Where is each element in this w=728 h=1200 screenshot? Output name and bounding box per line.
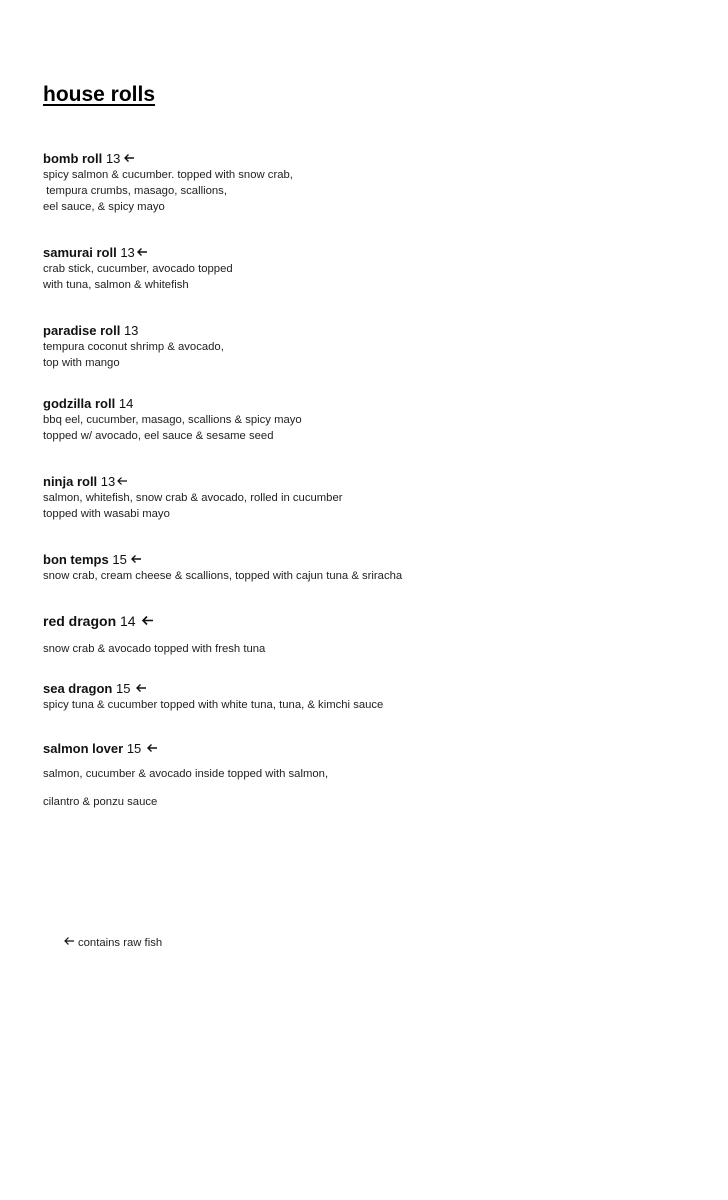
item-heading [43, 323, 683, 339]
item-heading [43, 741, 683, 757]
left-arrow-icon [141, 615, 154, 626]
item-description-line: snow crab, cream cheese & scallions, topped with cajun tuna & sriracha [43, 570, 403, 582]
item-description-line: topped w/ avocado, eel sauce & sesame seed [43, 430, 274, 442]
menu-item-ninja-roll [43, 474, 683, 522]
item-description-line: snow crab & avocado topped with fresh tuna [43, 643, 266, 655]
menu-item-bomb-roll [43, 151, 683, 215]
item-description-line: salmon, whitefish, snow crab & avocado, rolled in cucumber [43, 492, 343, 504]
left-arrow-icon [123, 153, 135, 163]
item-name: salmon lover [43, 741, 124, 756]
item-heading [43, 681, 683, 697]
item-description-line: top with mango [43, 357, 120, 369]
item-name: paradise roll [43, 323, 121, 338]
item-name: ninja roll [43, 474, 98, 489]
left-arrow-icon [63, 936, 75, 946]
item-name: sea dragon [43, 681, 113, 696]
item-description-line: topped with wasabi mayo [43, 508, 170, 520]
menu-title: house rolls [43, 83, 156, 106]
item-heading [43, 396, 683, 412]
menu-item-sea-dragon [43, 681, 683, 713]
left-arrow-icon [136, 247, 148, 257]
item-name: samurai roll [43, 245, 117, 260]
item-heading [43, 613, 683, 629]
item-description-line: tempura crumbs, masago, scallions, [43, 185, 227, 197]
item-price: 13 [120, 245, 135, 260]
raw-fish-legend [63, 936, 162, 949]
item-price: 13 [123, 323, 139, 338]
item-description-line: cilantro & ponzu sauce [43, 796, 158, 808]
menu-item-samurai-roll [43, 245, 683, 293]
item-description-line: eel sauce, & spicy mayo [43, 201, 165, 213]
item-price: 13 [100, 474, 116, 489]
item-description-line: spicy tuna & cucumber topped with white tuna, tuna, & kimchi sauce [43, 699, 384, 711]
menu-item-godzilla-roll [43, 396, 683, 444]
item-description-line: with tuna, salmon & whitefish [43, 279, 189, 291]
item-name: bon temps [43, 552, 109, 567]
item-description-line: salmon, cucumber & avocado inside topped with salmon, [43, 768, 329, 780]
menu-item-salmon-lover [43, 741, 683, 816]
item-description-line: spicy salmon & cucumber. topped with snow crab, [43, 169, 293, 181]
item-price: 13 [105, 151, 121, 166]
left-arrow-icon [135, 683, 147, 693]
item-name: red dragon [43, 613, 117, 629]
item-heading [43, 151, 683, 167]
item-price: 15 [115, 681, 131, 696]
left-arrow-icon [130, 554, 142, 564]
item-price: 14 [118, 396, 134, 411]
item-heading [43, 474, 683, 490]
left-arrow-icon [146, 743, 158, 753]
item-heading [43, 245, 683, 261]
item-description-line: tempura coconut shrimp & avocado, [43, 341, 224, 353]
menu-item-paradise-roll [43, 323, 683, 371]
legend-text: contains raw fish [78, 937, 163, 949]
item-name: bomb roll [43, 151, 103, 166]
item-description-line: crab stick, cucumber, avocado topped [43, 263, 233, 275]
item-price: 15 [126, 741, 142, 756]
item-description-line: bbq eel, cucumber, masago, scallions & spicy mayo [43, 414, 302, 426]
item-price: 14 [120, 613, 136, 629]
item-price: 15 [112, 552, 127, 567]
menu-item-bon-temps [43, 552, 683, 584]
menu-item-red-dragon [43, 613, 683, 657]
item-name: godzilla roll [43, 396, 116, 411]
item-heading [43, 552, 683, 568]
left-arrow-icon [116, 476, 128, 486]
